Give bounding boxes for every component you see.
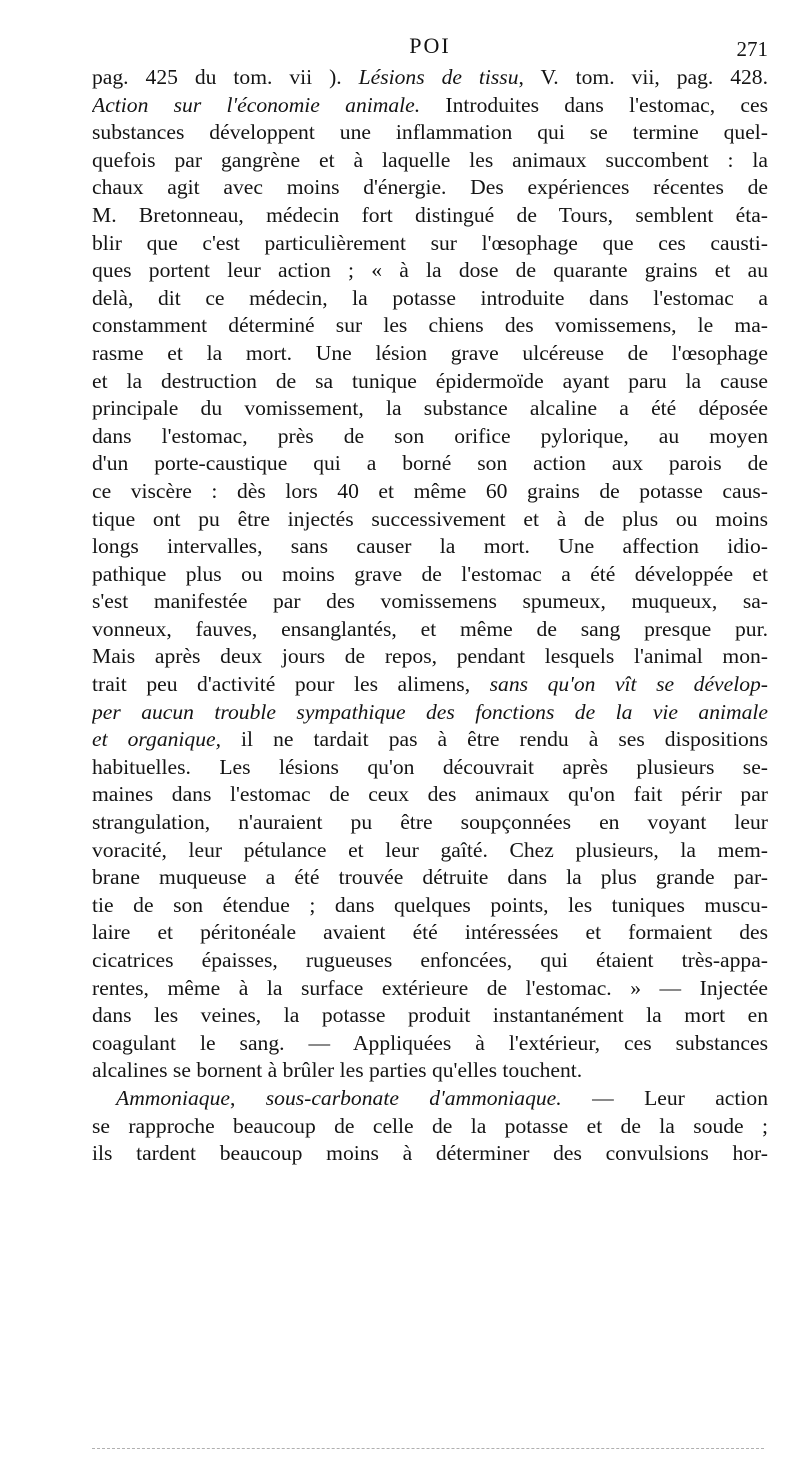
text-segment: ils tardent beaucoup moins à déterminer des convulsions hor- <box>92 1141 768 1166</box>
text-line <box>92 147 768 175</box>
text-line <box>92 1002 768 1030</box>
text-segment: tique ont pu être injectés successivement et à de plus ou moins <box>92 506 768 531</box>
text-line <box>92 64 768 92</box>
text-line <box>92 340 768 368</box>
text-line <box>92 1113 768 1141</box>
text-line <box>92 975 768 1003</box>
text-segment: delà, dit ce médecin, la potasse introduite dans l'estomac a <box>92 285 768 310</box>
text-segment: principale du vomissement, la substance alcaline a été déposée <box>92 396 768 421</box>
text-segment: il ne tardait pas à être rendu à ses dispositions <box>221 727 768 752</box>
text-segment: tie de son étendue ; dans quelques points, les tuniques muscu- <box>92 892 768 917</box>
italic-segment: sans qu'on vît se dévelop- <box>489 672 768 697</box>
text-segment: Mais après deux jours de repos, pendant lesquels l'animal mon- <box>92 644 768 669</box>
text-line <box>92 395 768 423</box>
text-segment: dans l'estomac, près de son orifice pylorique, au moyen <box>92 423 768 448</box>
text-segment: pag. 425 du tom. vii ). <box>92 65 359 89</box>
text-segment: coagulant le sang. — Appliquées à l'extérieur, ces substances <box>92 1030 768 1055</box>
text-line <box>92 892 768 920</box>
italic-segment: Lésions de tissu <box>358 65 519 89</box>
text-line <box>92 864 768 892</box>
text-line <box>92 174 768 202</box>
text-line <box>92 506 768 534</box>
page-header <box>92 33 768 61</box>
text-line <box>92 1085 768 1113</box>
italic-segment: sous-carbonate d'ammoniaque. <box>265 1085 562 1110</box>
text-line <box>92 285 768 313</box>
text-line <box>92 423 768 451</box>
text-segment: brane muqueuse a été trouvée détruite dans la plus grande par- <box>92 865 768 890</box>
text-segment: et la destruction de sa tunique épidermoïde ayant paru la cause <box>92 368 768 393</box>
text-line <box>92 1030 768 1058</box>
text-segment: longs intervalles, sans causer la mort. Une affection idio- <box>92 534 768 559</box>
text-line <box>92 809 768 837</box>
text-line <box>92 699 768 727</box>
page-number: 271 <box>736 37 768 61</box>
text-line <box>92 588 768 616</box>
text-segment: substances développent une inflammation qui se termine quel- <box>92 120 768 145</box>
text-line <box>92 754 768 782</box>
text-segment: rasme et la mort. Une lésion grave ulcéreuse de l'œsophage <box>92 340 768 365</box>
text-line <box>92 478 768 506</box>
text-line <box>92 561 768 589</box>
text-line <box>92 1140 768 1168</box>
text-segment: cicatrices épaisses, rugueuses enfoncées, qui étaient très-appa- <box>92 948 768 972</box>
italic-segment: Action sur l'économie animale. <box>92 92 421 117</box>
text-line <box>92 119 768 147</box>
italic-segment: per aucun trouble sympathique des fonctions de la vie animale <box>92 699 768 724</box>
text-segment: ce viscère : dès lors 40 et même 60 grains de potasse caus- <box>92 478 768 503</box>
text-segment: se rapproche beaucoup de celle de la potasse et de la soude ; <box>92 1113 768 1138</box>
text-line <box>92 919 768 947</box>
text-line <box>92 533 768 561</box>
text-segment: dans les veines, la potasse produit instantanément la mort en <box>92 1003 768 1028</box>
running-head: POI <box>409 33 451 58</box>
text-segment: blir que c'est particulièrement sur l'œsophage que ces causti- <box>92 230 768 255</box>
text-segment: chaux agit avec moins d'énergie. Des expériences récentes de <box>92 175 768 200</box>
text-line <box>92 202 768 230</box>
text-line <box>92 368 768 396</box>
text-segment: quefois par gangrène et à laquelle les animaux succombent : la <box>92 147 768 172</box>
text-segment: strangulation, n'auraient pu être soupçonnées en voyant leur <box>92 810 768 835</box>
text-segment: laire et péritonéale avaient été intéressées et formaient des <box>92 920 768 945</box>
text-segment: Introduites dans l'estomac, ces <box>420 92 768 117</box>
text-line <box>92 726 768 754</box>
text-segment: s'est manifestée par des vomissemens spumeux, muqueux, sa- <box>92 589 768 614</box>
text-line <box>92 230 768 258</box>
text-segment: , V. tom. vii, pag. 428. <box>518 65 768 89</box>
text-line <box>92 947 768 975</box>
text-line <box>92 257 768 285</box>
text-segment: M. Bretonneau, médecin fort distingué de Tours, semblent éta- <box>92 202 768 227</box>
text-line <box>92 643 768 671</box>
text-segment: vonneux, fauves, ensanglantés, et même de sang presque pur. <box>92 616 768 641</box>
text-segment: pathique plus ou moins grave de l'estomac a été développée et <box>92 561 768 586</box>
text-line <box>92 781 768 809</box>
text-segment: constamment déterminé sur les chiens des vomissemens, le ma- <box>92 313 768 338</box>
text-segment: alcalines se bornent à brûler les parties qu'elles touchent. <box>92 1058 583 1083</box>
text-segment: maines dans l'estomac de ceux des animaux qu'on fait périr par <box>92 782 768 807</box>
text-segment: habituelles. Les lésions qu'on découvrait après plusieurs se- <box>92 754 768 779</box>
text-line <box>92 671 768 699</box>
text-segment: , <box>229 1085 266 1110</box>
text-segment: ques portent leur action ; « à la dose de quarante grains et au <box>92 258 768 283</box>
text-line <box>92 837 768 865</box>
text-segment: — Leur action <box>561 1085 768 1110</box>
text-segment: trait peu d'activité pour les alimens, <box>92 672 490 697</box>
text-line <box>92 616 768 644</box>
text-line <box>92 312 768 340</box>
body-text <box>92 64 768 1168</box>
italic-segment: et organique, <box>92 727 221 752</box>
text-line <box>92 92 768 120</box>
text-segment: rentes, même à la surface extérieure de l'estomac. » — Injectée <box>92 975 768 1000</box>
text-line <box>92 450 768 478</box>
italic-segment: Ammoniaque <box>116 1085 230 1110</box>
text-segment: voracité, leur pétulance et leur gaîté. Chez plusieurs, la mem- <box>92 837 768 862</box>
text-line <box>92 1057 768 1085</box>
text-segment: d'un porte-caustique qui a borné son action aux parois de <box>92 451 768 476</box>
footer-rule <box>92 1448 764 1449</box>
